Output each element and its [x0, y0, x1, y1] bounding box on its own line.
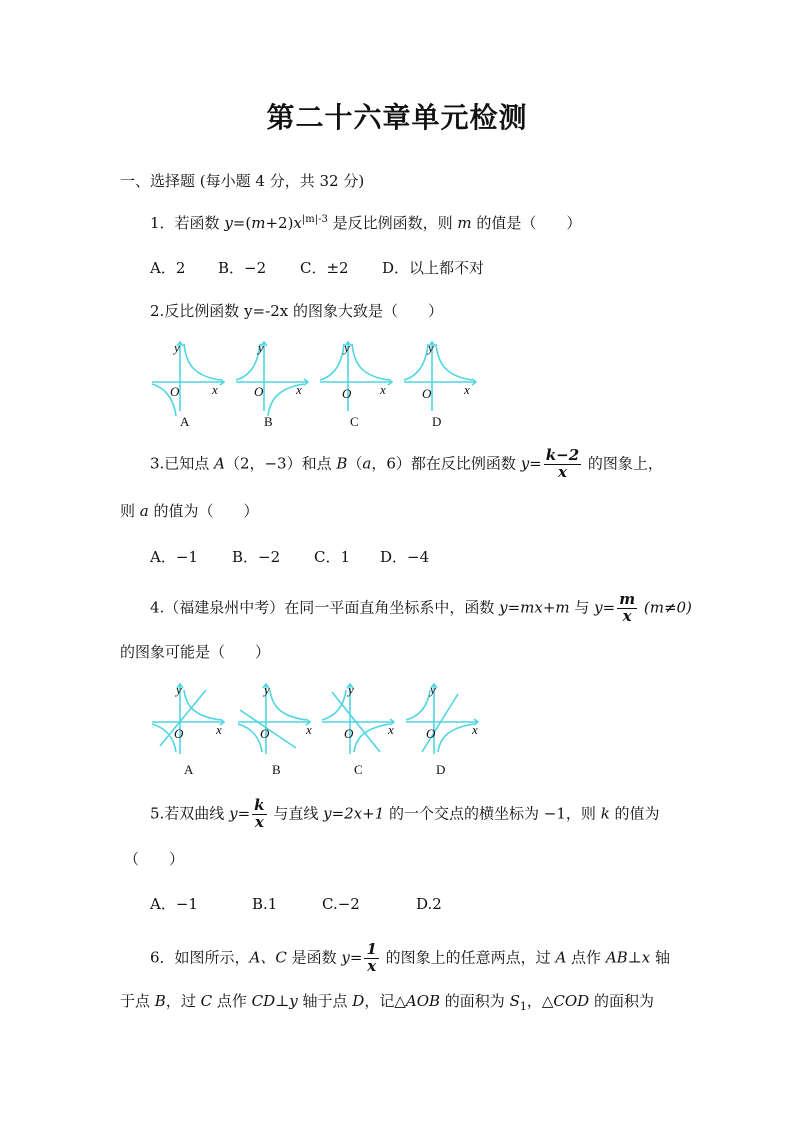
option-a: A．2 [150, 259, 186, 277]
option-b: B．−2 [218, 259, 267, 277]
question-3: 3.已知点 A（2，−3）和点 B（a，6）都在反比例函数 y= $\frac{k-2}{x}$ 的图象上， [150, 446, 663, 481]
graph-label-d: D [436, 762, 446, 777]
fraction-k-minus-2-over-x: $\frac{k-2}{x}$ [545, 446, 580, 481]
option-c: C．±2 [300, 259, 349, 277]
option-c: C.−2 [322, 895, 360, 913]
axis-y-label-d: y [430, 682, 436, 697]
question-4: 4.（福建泉州中考）在同一平面直角坐标系中，函数 y=mx+m 与 y= $\frac{m}{x}$ (m≠0) [150, 590, 692, 625]
axis-y-label-a: y [174, 340, 180, 355]
graph-label-b: B [272, 762, 281, 777]
origin-label-d: O [422, 386, 432, 401]
origin-label-c: O [342, 386, 352, 401]
axis-y-label-b: y [258, 340, 264, 355]
option-d: D．以上都不对 [382, 259, 485, 277]
origin-label-a: O [174, 726, 184, 741]
question-3-line-2: 则 a 的值为（ ） [120, 502, 259, 520]
axis-x-label-b: x [306, 722, 312, 737]
graph-a [152, 342, 224, 416]
graph-d [406, 684, 478, 754]
axis-y-label-a: y [176, 682, 182, 697]
option-d: D.2 [416, 895, 442, 913]
axis-x-label-a: x [216, 722, 222, 737]
graph-label-a: A [180, 414, 190, 429]
question-2-graphs [146, 336, 486, 432]
section-heading: 一、选择题 (每小题 4 分，共 32 分) [120, 172, 365, 190]
origin-label-b: O [260, 726, 270, 741]
option-a: A．−1 [150, 548, 198, 566]
option-a: A．−1 [150, 895, 198, 913]
origin-label-b: O [254, 384, 264, 399]
question-5-options [150, 893, 442, 914]
origin-label-d: O [426, 726, 436, 741]
graph-label-b: B [264, 414, 273, 429]
graph-c [320, 342, 392, 411]
question-1-options [150, 257, 484, 278]
fraction-k-over-x: $\frac{k}{x}$ [254, 796, 265, 831]
question-6: 6．如图所示，A、C 是函数 y= $\frac{1}{x}$ 的图象上的任意两点，过 A 点作 AB⊥x 轴 [150, 940, 671, 975]
axis-y-label-c: y [348, 682, 354, 697]
page-title: 第二十六章单元检测 [266, 101, 528, 134]
graph-d [404, 342, 476, 411]
graph-label-a: A [184, 762, 194, 777]
axis-y-label-b: y [264, 682, 270, 697]
question-4-line-2: 的图象可能是（ ） [120, 643, 271, 661]
graph-label-c: C [350, 414, 359, 429]
option-b: B．−2 [232, 548, 281, 566]
graph-a [152, 684, 224, 754]
fraction-1-over-x: $\frac{1}{x}$ [366, 940, 377, 975]
fraction-m-over-x: $\frac{m}{x}$ [619, 590, 636, 625]
graph-b [236, 342, 308, 416]
axis-x-label-c: x [388, 722, 394, 737]
graph-label-c: C [354, 762, 363, 777]
question-4-graphs [146, 680, 486, 780]
axis-y-label-c: y [344, 340, 350, 355]
graph-b [238, 684, 310, 754]
axis-x-label-d: x [464, 382, 470, 397]
option-b: B.1 [252, 895, 278, 913]
graph-c [322, 684, 394, 754]
option-d: D．−4 [380, 548, 430, 566]
axis-x-label-d: x [472, 722, 478, 737]
question-2: 2.反比例函数 y=-2x 的图象大致是（ ） [150, 302, 443, 320]
axis-x-label-b: x [296, 382, 302, 397]
graph-label-d: D [432, 414, 442, 429]
question-3-options [150, 546, 429, 567]
option-c: C．1 [314, 548, 351, 566]
origin-label-a: O [170, 384, 180, 399]
question-5: 5.若双曲线 y= $\frac{k}{x}$ 与直线 y=2x+1 的一个交点的横坐标为 −1，则 k 的值为 [150, 796, 660, 831]
question-6-line-2: 于点 B，过 C 点作 CD⊥y 轴于点 D，记△AOB 的面积为 $S_1$，△COD 的面积为 [120, 992, 654, 1013]
question-1: 1．若函数 $y=(m+2)x^{|m|-3}$ 是反比例函数，则 m 的值是（ ） [150, 214, 582, 232]
question-5-line-2: （ ） [124, 850, 185, 868]
axis-x-label-c: x [380, 382, 386, 397]
origin-label-c: O [344, 726, 354, 741]
axis-x-label-a: x [212, 382, 218, 397]
axis-y-label-d: y [428, 340, 434, 355]
